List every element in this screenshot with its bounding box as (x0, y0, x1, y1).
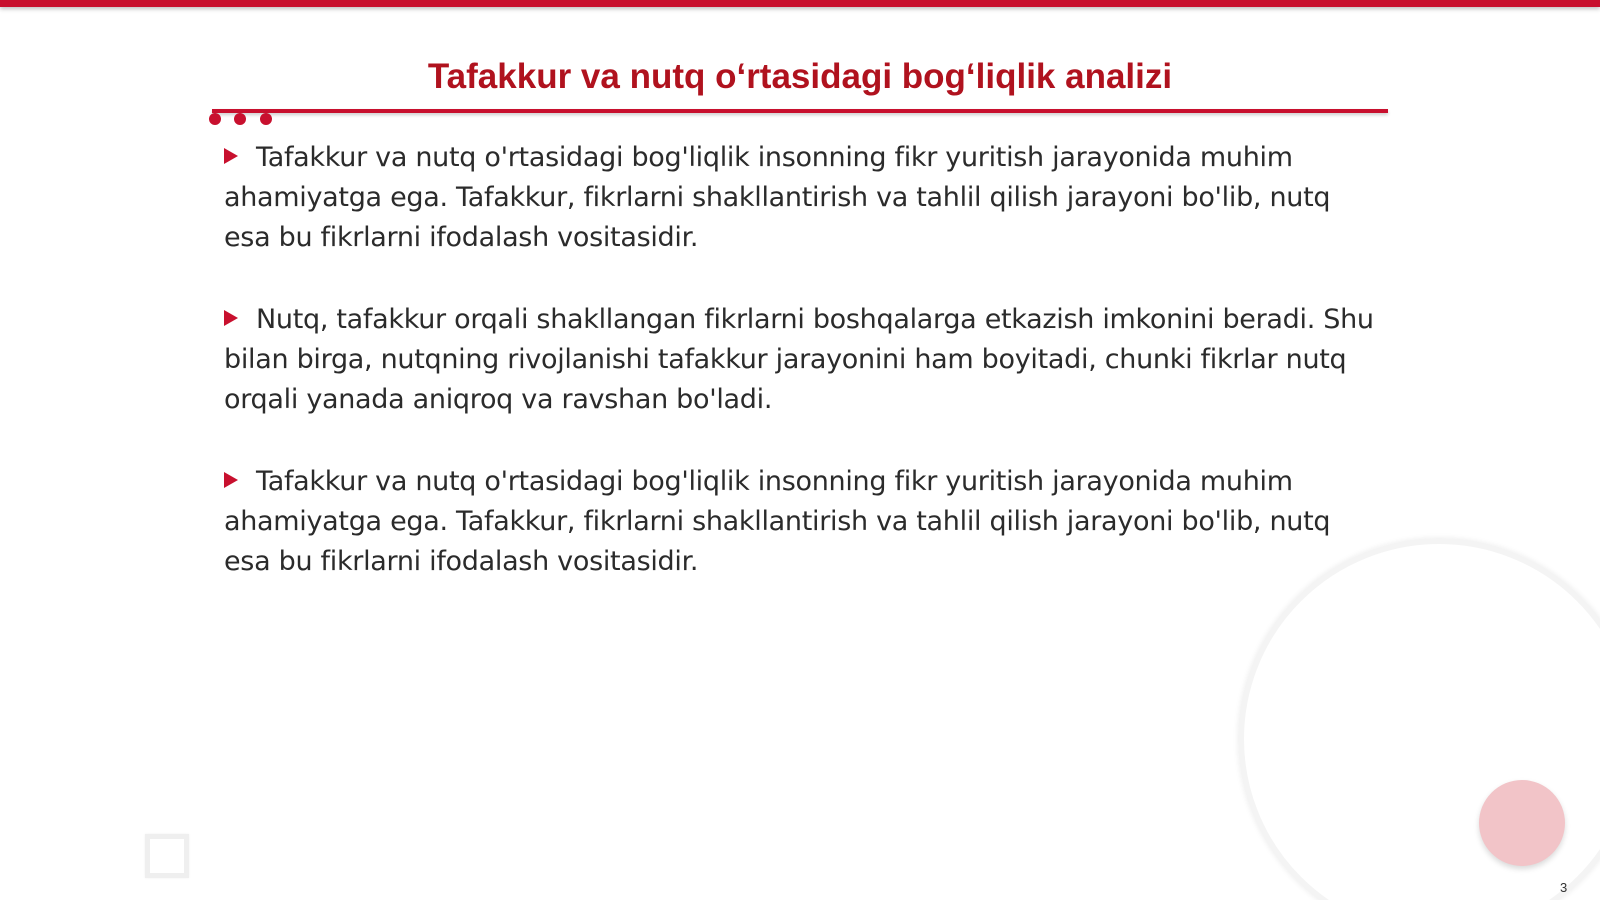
slide-title: Tafakkur va nutq o‘rtasidagi bog‘liqlik analizi (427, 57, 1173, 96)
triangle-bullet-icon (224, 310, 238, 326)
decorative-square (145, 834, 189, 878)
top-accent-bar (0, 0, 1600, 7)
decorative-pink-circle (1479, 780, 1565, 866)
underline-dot-2 (234, 113, 246, 125)
bullet-text-3: Tafakkur va nutq o'rtasidagi bog'liqlik insonning fikr yuritish jarayonida muhim ahamiyatga ega. Tafakkur, fikrlarni shakllantirish va tahlil qilish jarayoni bo'lib, nutq esa bu fikrlarni ifodalash vositasidir. (224, 466, 1331, 577)
bullet-item-3 (224, 462, 1374, 582)
underline-dot-1 (209, 113, 221, 125)
triangle-bullet-icon (224, 148, 238, 164)
bullet-item-2 (224, 300, 1374, 420)
page-number: 3 (1560, 880, 1568, 895)
bullet-text-2: Nutq, tafakkur orqali shakllangan fikrlarni boshqalarga etkazish imkonini beradi. Shu bilan birga, nutqning rivojlanishi tafakkur jarayonini ham boyitadi, chunki fikrlar nutq orqali yanada aniqroq va ravshan bo'ladi. (224, 304, 1374, 415)
underline-dot-3 (260, 113, 272, 125)
bullet-item-1 (224, 138, 1374, 258)
bullet-text-1: Tafakkur va nutq o'rtasidagi bog'liqlik insonning fikr yuritish jarayonida muhim ahamiyatga ega. Tafakkur, fikrlarni shakllantirish va tahlil qilish jarayoni bo'lib, nutq esa bu fikrlarni ifodalash vositasidir. (224, 142, 1331, 253)
title-underline (212, 109, 1388, 113)
bullet-list (224, 138, 1374, 624)
triangle-bullet-icon (224, 472, 238, 488)
